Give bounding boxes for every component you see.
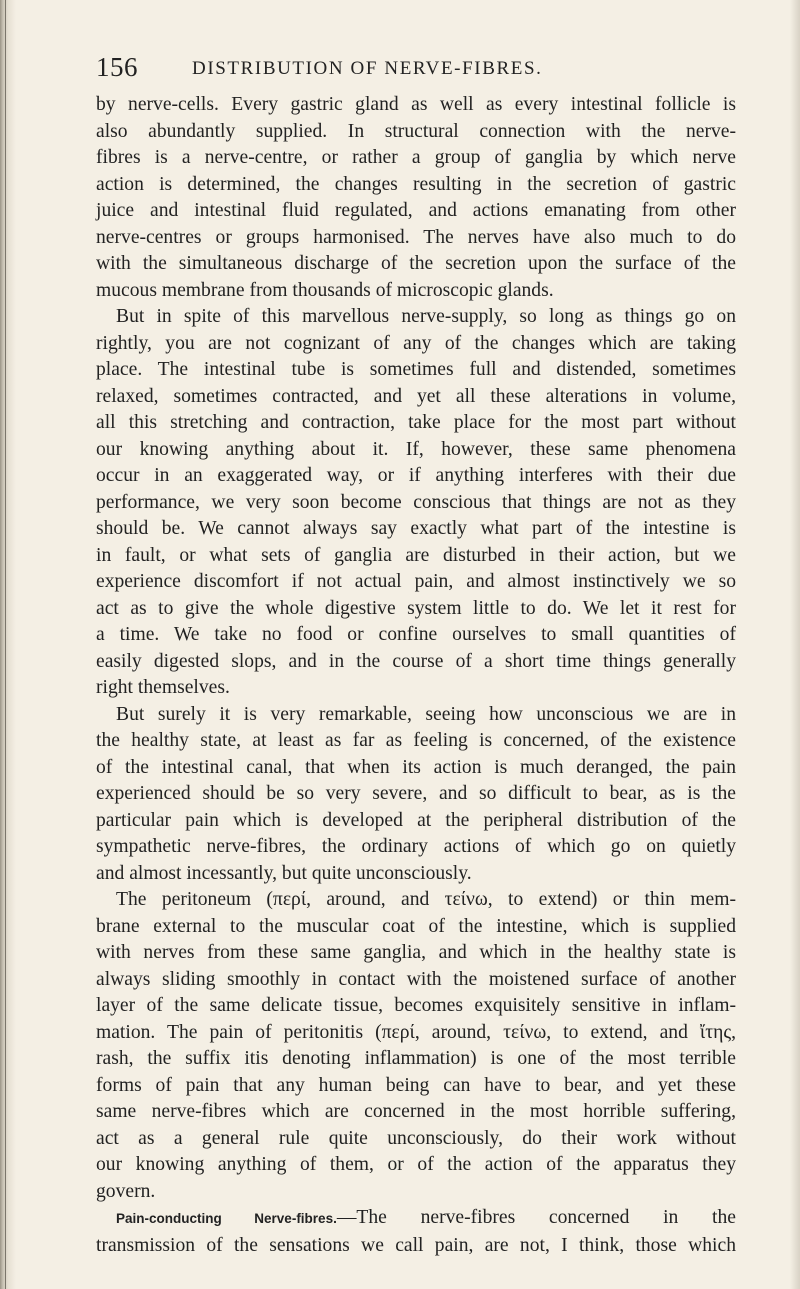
running-head: DISTRIBUTION OF NERVE-FIBRES. — [192, 58, 543, 79]
text-line: act as a general rule quite unconsciously, do their work without — [96, 1127, 736, 1149]
text-line: experience discomfort if not actual pain, and almost instinctively we so — [96, 571, 736, 592]
paragraph — [96, 887, 736, 1205]
text-line — [96, 1205, 736, 1233]
text-line: fibres is a nerve-centre, or rather a group of ganglia by which nerve — [96, 147, 736, 168]
text-line: in fault, or what sets of ganglia are disturbed in their action, but we — [96, 544, 736, 566]
text-line: layer of the same delicate tissue, becomes exquisitely sensitive in inflam- — [96, 995, 736, 1016]
text-line: experienced should be so very severe, and so difficult to bear, as is the — [96, 783, 736, 804]
book-spine-shadow — [0, 0, 16, 1289]
text-line: and almost incessantly, but quite unconsciously. — [96, 862, 472, 884]
text-line: particular pain which is developed at the peripheral distribution of the — [96, 809, 736, 831]
text-line: brane external to the muscular coat of the intestine, which is supplied — [96, 915, 736, 937]
paragraph — [96, 1205, 736, 1259]
text-line: with the simultaneous discharge of the secretion upon the surface of the — [96, 253, 736, 274]
text-line: all this stretching and contraction, take place for the most part without — [96, 412, 736, 433]
text-line: The peritoneum (περί, around, and τείνω, to extend) or thin mem- — [116, 889, 736, 910]
text-line: action is determined, the changes resulting in the secretion of gastric — [96, 173, 736, 195]
text-line: rightly, you are not cognizant of any of the changes which are taking — [96, 332, 736, 354]
text-line: always sliding smoothly in contact with the moistened surface of another — [96, 968, 736, 990]
text-line: same nerve-fibres which are concerned in the most horrible suffering, — [96, 1101, 736, 1122]
text-line: performance, we very soon become conscious that things are not as they — [96, 491, 736, 513]
text-run: —The nerve-fibres concerned in the — [336, 1207, 736, 1228]
paragraph — [96, 702, 736, 888]
text-line: the healthy state, at least as far as feeling is concerned, of the existence — [96, 730, 736, 751]
text-line: place. The intestinal tube is sometimes full and distended, sometimes — [96, 359, 736, 380]
text-line: But in spite of this marvellous nerve-supply, so long as things go on — [116, 306, 736, 327]
paragraph — [96, 92, 736, 304]
text-line: a time. We take no food or confine ourselves to small quantities of — [96, 624, 736, 645]
text-line: govern. — [96, 1180, 156, 1202]
text-line: occur in an exaggerated way, or if anything interferes with their due — [96, 465, 736, 486]
page-header — [96, 52, 736, 84]
section-sidehead: Pain-conducting Nerve-fibres. — [116, 1211, 337, 1226]
page-edge-shadow — [790, 0, 800, 1289]
text-line: But surely it is very remarkable, seeing how unconscious we are in — [116, 703, 736, 725]
text-line: forms of pain that any human being can have to bear, and yet these — [96, 1074, 736, 1096]
text-line: transmission of the sensations we call pain, are not, I think, those which — [96, 1234, 736, 1256]
text-line: sympathetic nerve-fibres, the ordinary actions of which go on quietly — [96, 836, 736, 857]
text-line: mation. The pain of peritonitis (περί, around, τείνω, to extend, and ἴτης, — [96, 1021, 736, 1043]
text-line: our knowing anything about it. If, however, these same phenomena — [96, 438, 736, 460]
text-line: right themselves. — [96, 677, 230, 698]
text-line: easily digested slops, and in the course of a short time things generally — [96, 650, 736, 672]
text-line: with nerves from these same ganglia, and which in the healthy state is — [96, 942, 736, 963]
text-line: relaxed, sometimes contracted, and yet all these alterations in volume, — [96, 385, 736, 407]
text-line: rash, the suffix itis denoting inflammation) is one of the most terrible — [96, 1048, 736, 1069]
page-number: 156 — [96, 52, 138, 82]
text-line: act as to give the whole digestive system little to do. We let it rest for — [96, 597, 736, 619]
text-line: should be. We cannot always say exactly what part of the intestine is — [96, 518, 736, 539]
text-line: nerve-centres or groups harmonised. The nerves have also much to do — [96, 226, 736, 248]
text-line: of the intestinal canal, that when its action is much deranged, the pain — [96, 756, 736, 778]
text-line: juice and intestinal fluid regulated, and actions emanating from other — [96, 200, 736, 221]
paragraph — [96, 304, 736, 702]
page-body — [96, 92, 736, 1259]
text-line: by nerve-cells. Every gastric gland as well as every intestinal follicle is — [96, 94, 736, 115]
text-line: our knowing anything of them, or of the action of the apparatus they — [96, 1154, 736, 1175]
text-line: mucous membrane from thousands of microscopic glands. — [96, 279, 554, 301]
text-line: also abundantly supplied. In structural connection with the nerve- — [96, 120, 736, 142]
book-gutter-line — [5, 0, 6, 1289]
